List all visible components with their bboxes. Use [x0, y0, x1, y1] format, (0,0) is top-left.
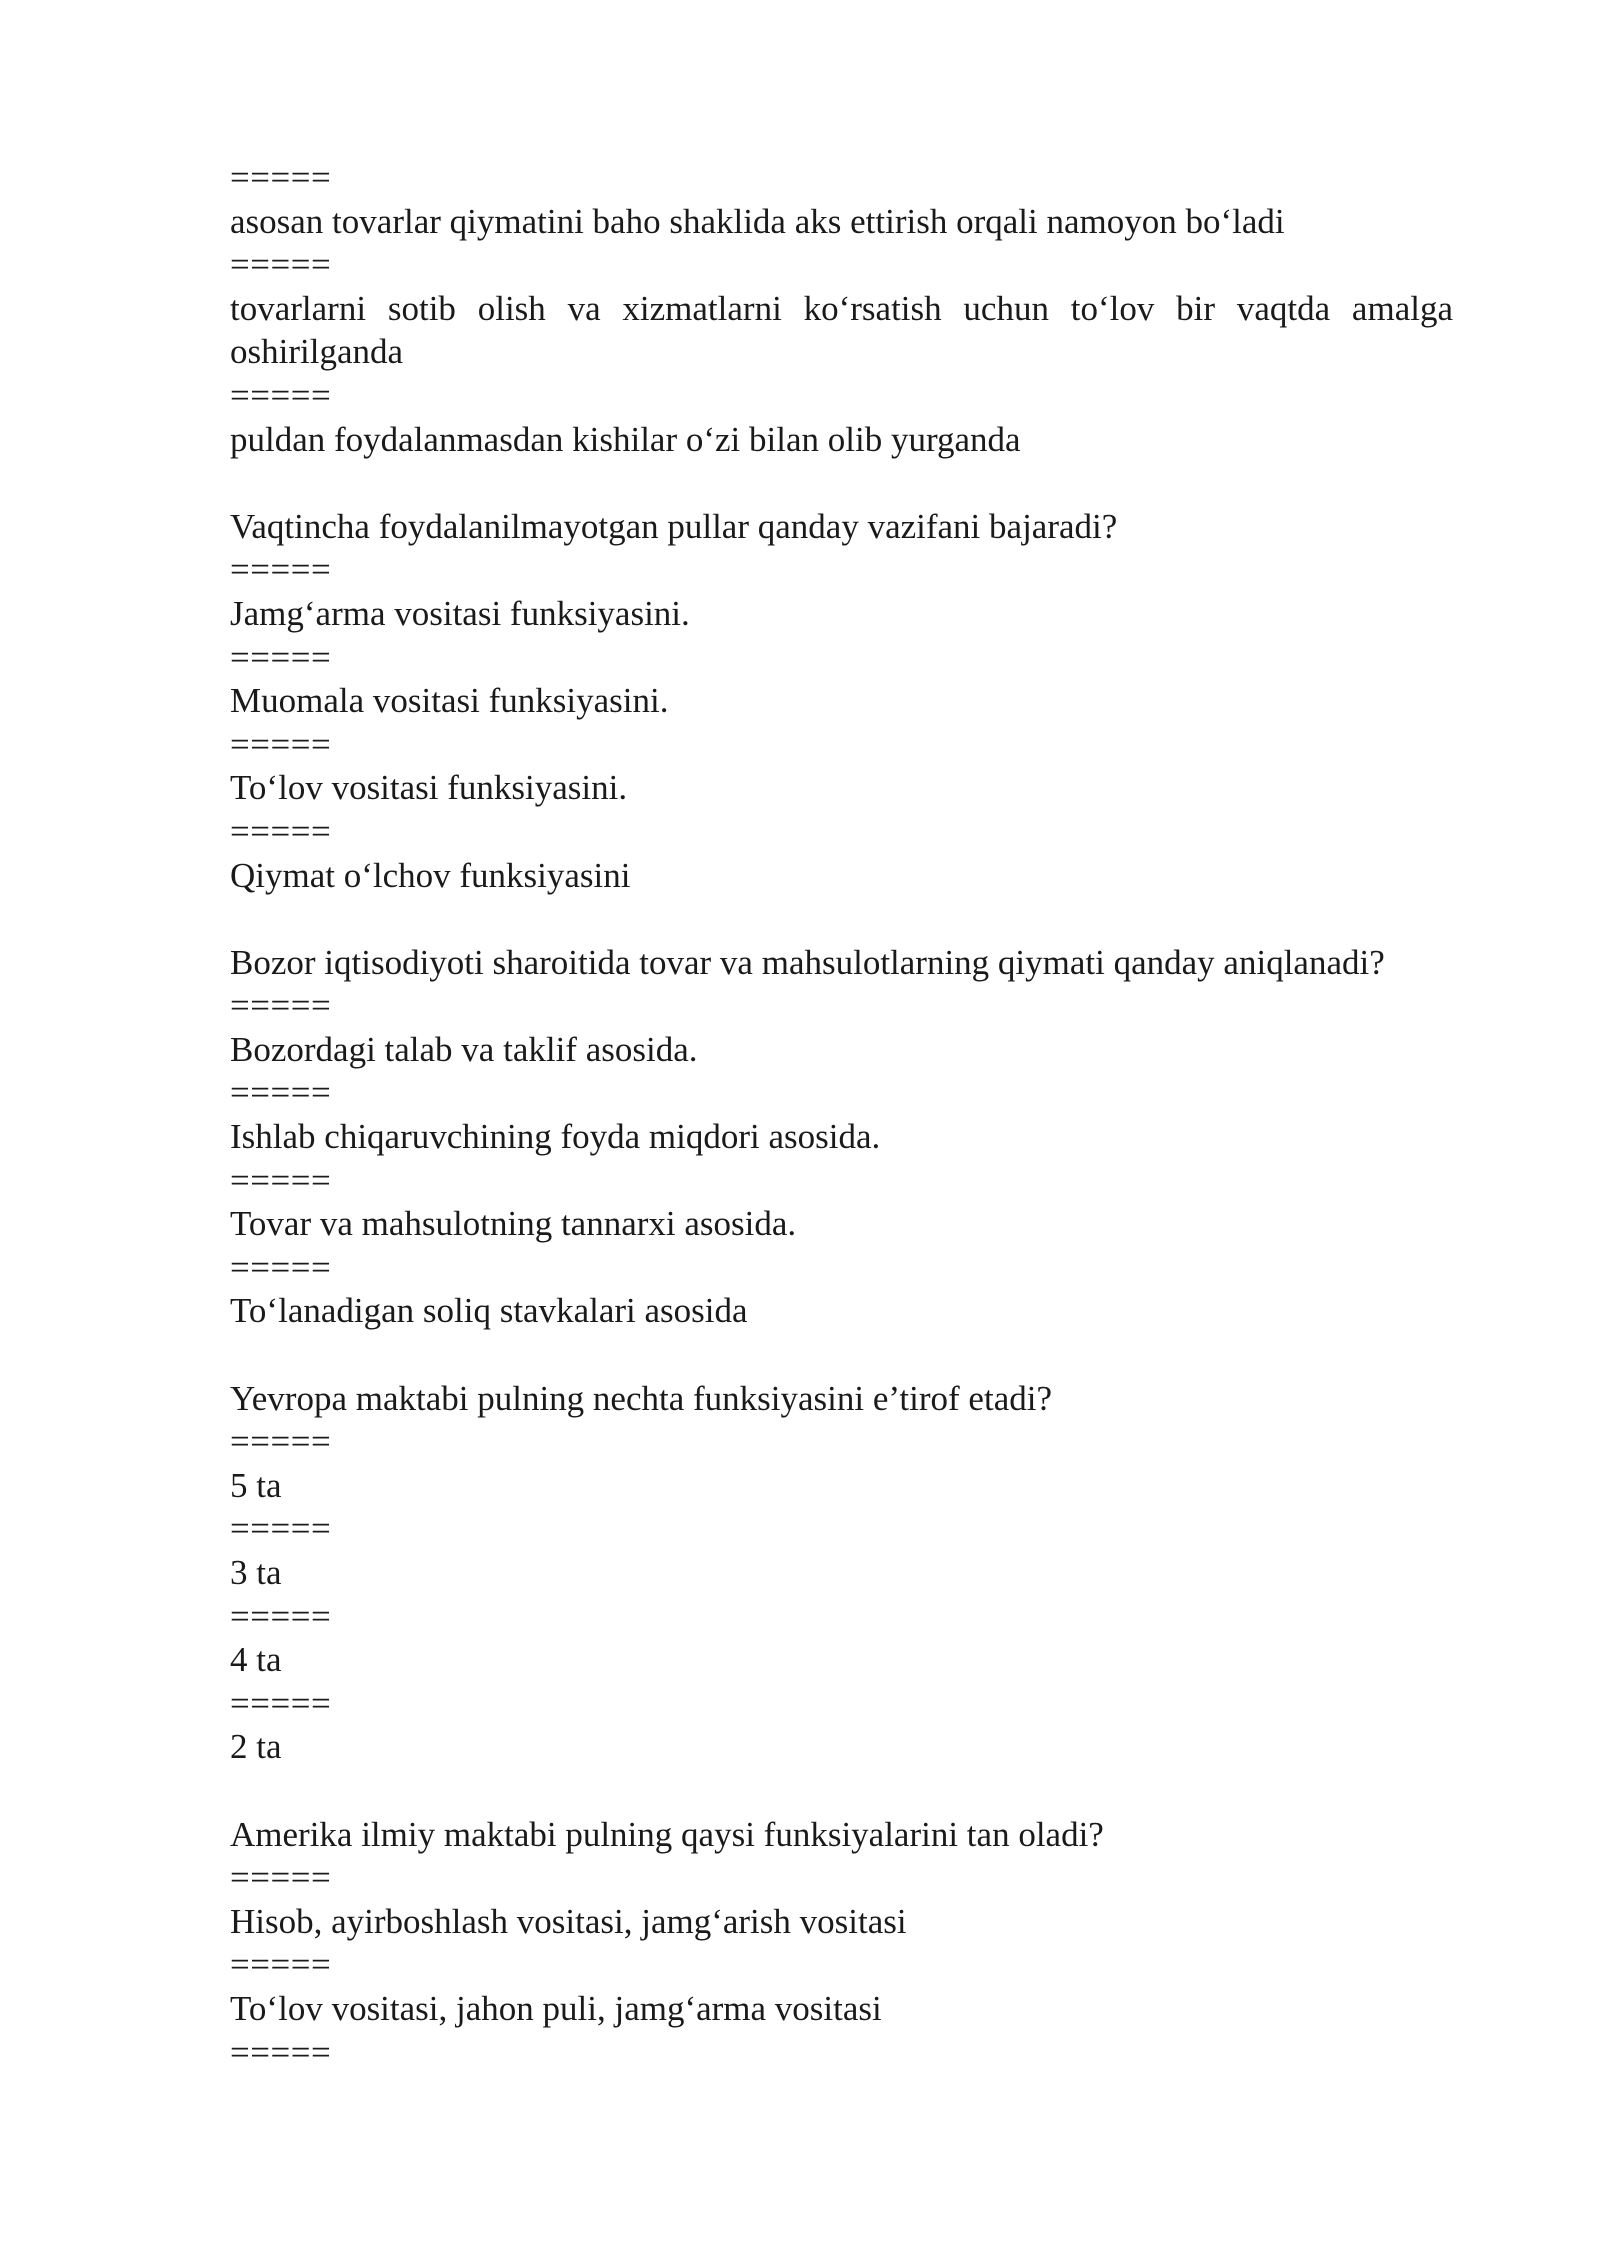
separator-line: =====: [230, 1596, 332, 1636]
text-line: Yevropa maktabi pulning nechta funksiyasini e’tirof etadi?: [230, 1378, 1052, 1418]
separator-line: =====: [230, 1422, 332, 1462]
blank-line: [230, 1769, 1453, 1813]
text-line: Qiymat o‘lchov funksiyasini: [230, 855, 631, 895]
text-line: puldan foydalanmasdan kishilar o‘zi bilan olib yurganda: [230, 419, 1021, 459]
text-line: Ishlab chiqaruvchining foyda miqdori asosida.: [230, 1117, 881, 1157]
separator-line: =====: [230, 1160, 332, 1200]
blank-line: [230, 461, 1453, 505]
text-line: Bozor iqtisodiyoti sharoitida tovar va mahsulotlarning qiymati qanday aniqlanadi?: [230, 942, 1385, 982]
text-line: Amerika ilmiy maktabi pulning qaysi funksiyalarini tan oladi?: [230, 1814, 1104, 1854]
text-line: Hisob, ayirboshlash vositasi, jamg‘arish vositasi: [230, 1901, 907, 1941]
separator-line: =====: [230, 637, 332, 677]
separator-line: =====: [230, 986, 332, 1026]
text-line: Muomala vositasi funksiyasini.: [230, 681, 669, 721]
blank-line: [230, 897, 1453, 941]
text-line: 4 ta: [230, 1640, 282, 1680]
text-line: 3 ta: [230, 1553, 282, 1592]
separator-line: =====: [230, 1858, 332, 1898]
separator-line: =====: [230, 375, 332, 415]
blank-line: [230, 1333, 1453, 1377]
text-line: tovarlarni sotib olish va xizmatlarni ko‘rsatish uchun to‘lov bir vaqtda amalga oshirilganda: [230, 288, 1462, 372]
separator-line: =====: [230, 724, 332, 764]
text-line: To‘lov vositasi funksiyasini.: [230, 768, 628, 808]
separator-line: =====: [230, 550, 332, 590]
separator-line: =====: [230, 1247, 332, 1287]
separator-line: =====: [230, 2032, 332, 2072]
text-line: Bozordagi talab va taklif asosida.: [230, 1029, 698, 1069]
text-line: To‘lanadigan soliq stavkalari asosida: [230, 1291, 748, 1331]
text-line: 2 ta: [230, 1727, 282, 1767]
text-line: 5 ta: [230, 1465, 282, 1505]
separator-line: =====: [230, 811, 332, 851]
text-line: To‘lov vositasi, jahon puli, jamg‘arma vositasi: [230, 1988, 882, 2028]
text-line: asosan tovarlar qiymatini baho shaklida aks ettirish orqali namoyon bo‘ladi: [230, 201, 1285, 241]
text-line: Vaqtincha foydalanilmayotgan pullar qanday vazifani bajaradi?: [230, 506, 1118, 546]
separator-line: =====: [230, 1509, 332, 1549]
separator-line: =====: [230, 1945, 332, 1985]
text-line: Tovar va mahsulotning tannarxi asosida.: [230, 1204, 797, 1244]
separator-line: =====: [230, 1683, 332, 1723]
document-page: [230, 156, 1462, 2074]
separator-line: =====: [230, 1073, 332, 1113]
separator-line: =====: [230, 158, 332, 197]
separator-line: =====: [230, 245, 332, 285]
text-line: Jamg‘arma vositasi funksiyasini.: [230, 593, 690, 633]
